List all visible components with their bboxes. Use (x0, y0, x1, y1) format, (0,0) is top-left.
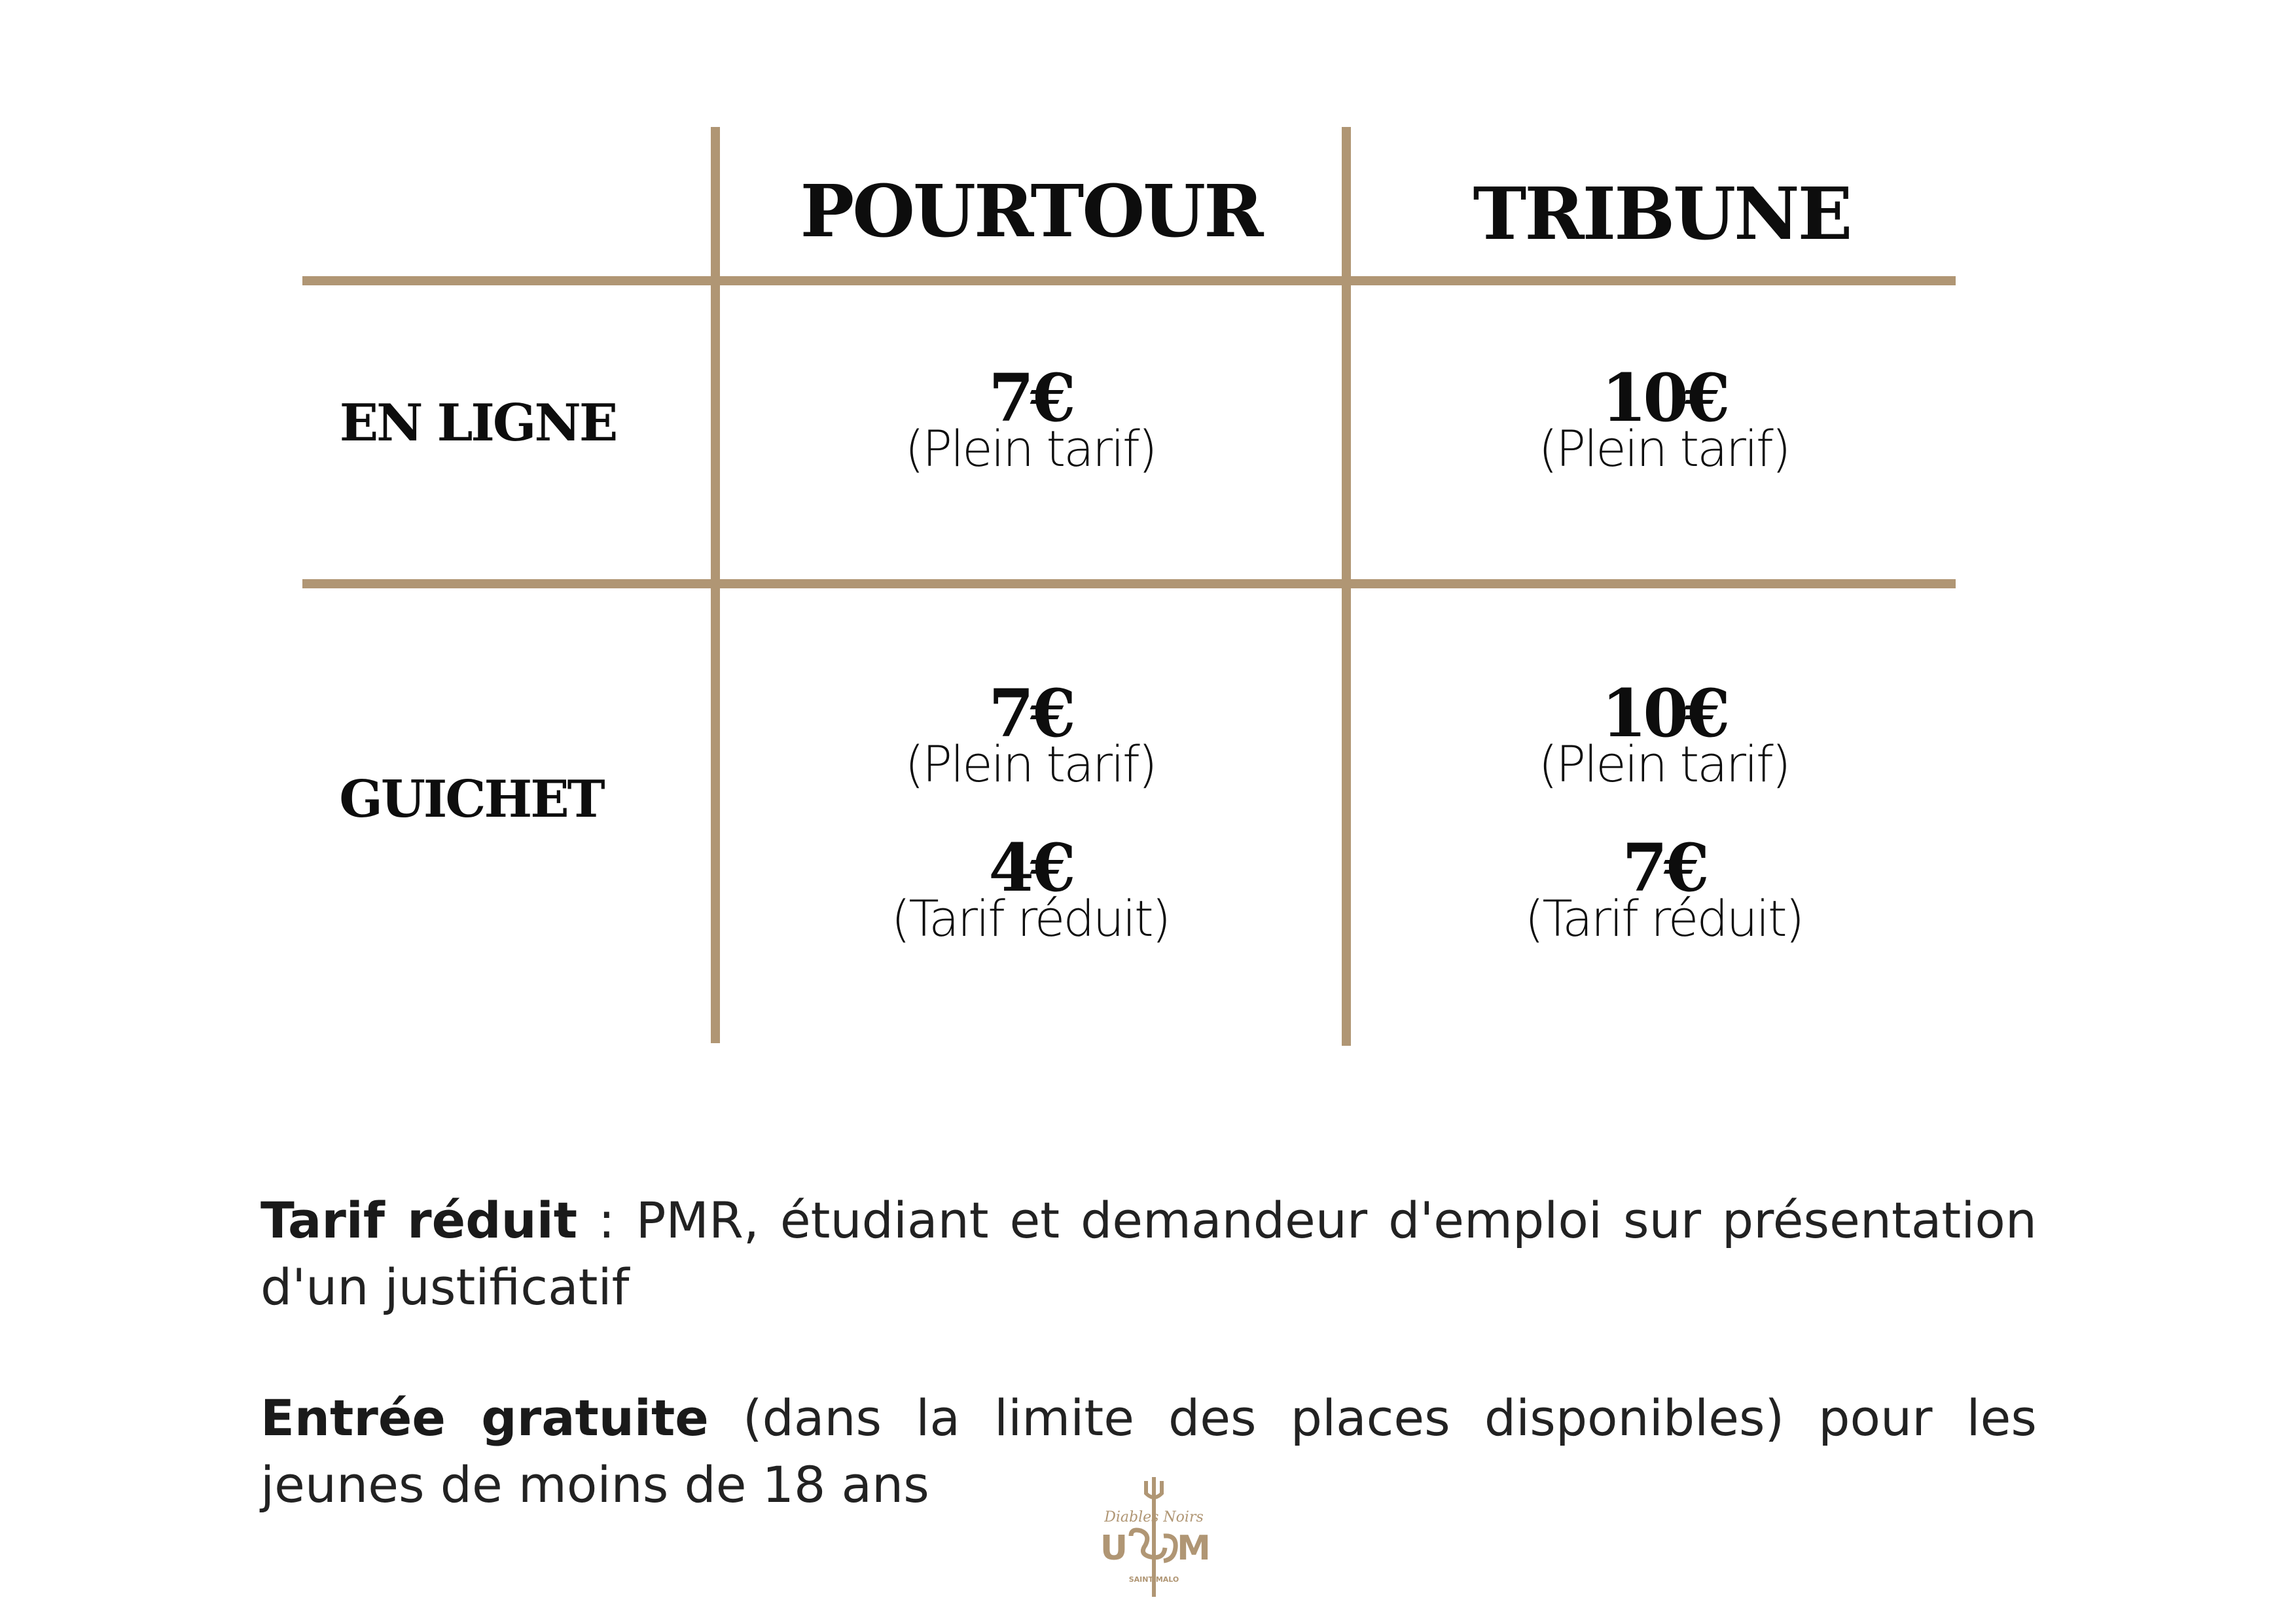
price-online-tribune (1369, 359, 1958, 478)
column-header-tribune: TRIBUNE (1473, 171, 1851, 256)
note-title: Entrée gratuite (260, 1389, 709, 1447)
price-kind: (Plein tarif) (905, 419, 1156, 478)
note-title: Tarif réduit (260, 1191, 578, 1249)
grid-horizontal-line (302, 579, 1956, 588)
price-guichet-tribune-full (1369, 675, 1958, 793)
logo-letter-left: U (1100, 1529, 1128, 1568)
note-reduced-tariff (260, 1187, 2037, 1321)
row-header-guichet: GUICHET (339, 770, 603, 829)
logo-script: Diables Noirs (1104, 1509, 1204, 1525)
price-amount: 10€ (1601, 675, 1727, 752)
price-kind: (Tarif réduit) (891, 889, 1170, 948)
price-online-pourtour (736, 359, 1325, 478)
price-kind: (Plein tarif) (1538, 735, 1789, 793)
club-logo-icon (1100, 1476, 1211, 1600)
price-kind: (Plein tarif) (905, 735, 1156, 793)
column-header-pourtour: POURTOUR (800, 169, 1262, 253)
price-amount: 7€ (988, 675, 1072, 752)
row-header-en-ligne: EN LIGNE (339, 393, 617, 453)
grid-horizontal-line (302, 276, 1956, 285)
logo-letter-right: M (1177, 1529, 1211, 1568)
price-guichet-tribune-reduced (1369, 829, 1958, 948)
price-guichet-pourtour-reduced (736, 829, 1325, 948)
price-guichet-pourtour-full (736, 675, 1325, 793)
price-amount: 7€ (988, 359, 1072, 437)
price-amount: 4€ (988, 829, 1072, 906)
note-text: (dans la limite des places disponibles) pour les jeunes de moins de 18 ans (260, 1389, 2037, 1514)
price-amount: 7€ (1622, 829, 1706, 906)
note-text: : PMR, étudiant et demandeur d'emploi sur présentation d'un justificatif (260, 1191, 2037, 1316)
price-amount: 10€ (1601, 359, 1727, 437)
price-kind: (Tarif réduit) (1524, 889, 1803, 948)
logo-subtitle: SAINT MALO (1128, 1575, 1179, 1584)
price-kind: (Plein tarif) (1538, 419, 1789, 478)
